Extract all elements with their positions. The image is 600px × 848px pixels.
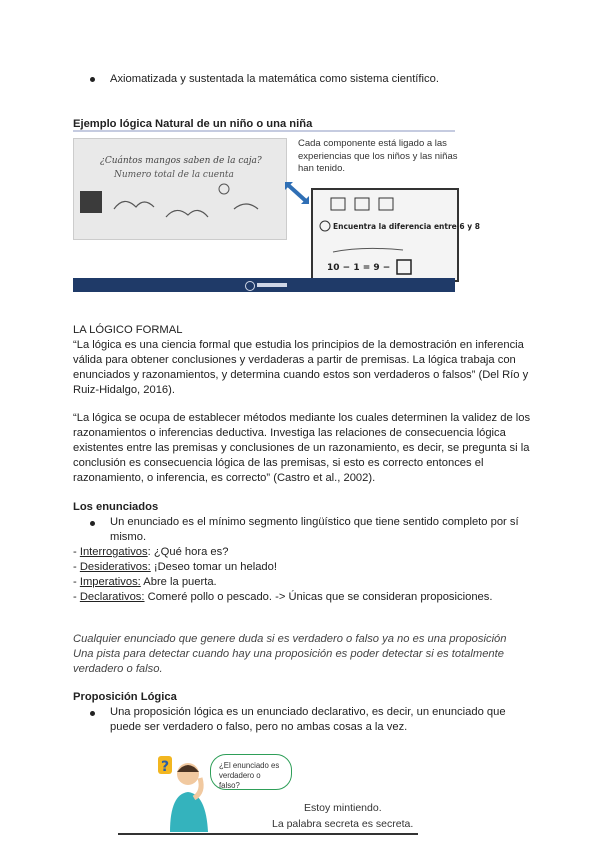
- bubble-text: ¿El enunciado es verdadero o falso?: [219, 761, 280, 790]
- enunciado-definition-line1: Un enunciado es el mínimo segmento lingüístico que tiene sentido completo por sí: [110, 516, 519, 528]
- bullet-dot: [90, 77, 95, 82]
- bullet-dot: [90, 711, 95, 716]
- note-line3: verdadero o falso.: [73, 663, 163, 675]
- type-imperativos: - Imperativos: Abre la puerta.: [73, 576, 217, 588]
- type-example: Comeré pollo o pescado. -> Únicas que se consideran proposiciones.: [144, 591, 493, 603]
- statement-1: Estoy mintiendo.: [304, 802, 382, 814]
- figure-bottom-rule: [118, 833, 418, 835]
- proposicion-definition-line1: Una proposición lógica es un enunciado declarativo, es decir, un enunciado que: [110, 706, 506, 718]
- board-text-1: ¿Cuántos mangos saben de la caja?: [100, 156, 262, 166]
- example-heading: Ejemplo lógica Natural de un niño o una niña: [73, 118, 313, 130]
- type-label: Desiderativos:: [79, 561, 151, 573]
- tablet-title: Encuentra la diferencia entre 6 y 8: [333, 222, 480, 231]
- university-logo-icon: [245, 281, 255, 291]
- proposicion-definition-line2: puede ser verdadero o falso, pero no ambas cosas a la vez.: [110, 721, 408, 733]
- blackboard-photo: [73, 138, 287, 240]
- type-example: Abre la puerta.: [140, 576, 217, 588]
- figure-caption: Cada componente está ligado a las experiencias que los niños y las niñas han tenido.: [298, 138, 458, 174]
- formal-para1-line1: “La lógica es una ciencia formal que estudia los principios de la demostración en inferencia: [73, 339, 524, 351]
- figure-footer-band: [73, 278, 455, 292]
- formal-para1-line3: enunciados y razonamientos, y determina cuando estos son verdaderos o falsos” (Del Río y: [73, 369, 529, 381]
- formal-para2-line3: existentes entre las premisas y conclusiones de un razonamiento, es decir, se pregunta si la: [73, 442, 530, 454]
- enunciados-heading: Los enunciados: [73, 501, 159, 513]
- type-example: ¡Deseo tomar un helado!: [150, 561, 277, 573]
- type-label: Interrogativos: [79, 546, 148, 558]
- formal-para1-line4: Ruiz-Hidalgo, 2016).: [73, 384, 175, 396]
- statement-2: La palabra secreta es secreta.: [272, 818, 414, 830]
- type-label: Declarativos:: [79, 591, 145, 603]
- figure-top-rule: [73, 130, 455, 132]
- tablet-photo: [311, 188, 480, 282]
- formal-para1-line2: válida para obtener conclusiones y verdaderas a partir de premisas. La lógica trabaja con: [73, 354, 516, 366]
- board-text-2: Numero total de la cuenta: [114, 170, 234, 180]
- note-line1: Cualquier enunciado que genere duda si es verdadero o falso ya no es una proposición: [73, 633, 507, 645]
- formal-title: LA LÓGICO FORMAL: [73, 324, 183, 336]
- tablet-equation: 10 − 1 = 9 −: [327, 263, 391, 273]
- enunciado-definition-line2: mismo.: [110, 531, 147, 543]
- type-desiderativos: - Desiderativos: ¡Deseo tomar un helado!: [73, 561, 277, 573]
- tablet-screen: [313, 190, 480, 280]
- formal-para2-line5: razonamiento, o inferencia, es correcto” (Castro et al., 2002).: [73, 472, 376, 484]
- type-interrogativos: - Interrogativos: ¿Qué hora es?: [73, 546, 229, 558]
- formal-para2-line1: “La lógica se ocupa de establecer métodos mediante los cuales determinen la validez de los: [73, 412, 531, 424]
- formal-para2-line2: razonamientos o inferencias deductiva. Investiga las relaciones de consecuencia lógica: [73, 427, 506, 439]
- proposicion-heading: Proposición Lógica: [73, 691, 177, 703]
- type-example: : ¿Qué hora es?: [147, 546, 229, 558]
- proposition-figure: [118, 752, 418, 836]
- blackboard-drawing: [74, 139, 286, 239]
- double-arrow-icon: [283, 180, 313, 208]
- bullet-dot: [90, 521, 95, 526]
- thinking-person-icon: [154, 752, 210, 832]
- question-bubble: [210, 754, 292, 790]
- intro-bullet: Axiomatizada y sustentada la matemática como sistema científico.: [110, 73, 439, 85]
- type-declarativos: - Declarativos: Comeré pollo o pescado. -> Únicas que se consideran proposiciones.: [73, 591, 493, 603]
- type-label: Imperativos:: [79, 576, 141, 588]
- logo-text-icon: [257, 283, 287, 287]
- example-figure: [73, 130, 480, 292]
- note-line2: Una pista para detectar cuando hay una proposición es poder detectar si es totalmente: [73, 648, 504, 660]
- formal-para2-line4: conclusión es consecuencia lógica de las premisas, si esto es correcto entonces el: [73, 457, 484, 469]
- svg-text:?: ?: [161, 759, 170, 775]
